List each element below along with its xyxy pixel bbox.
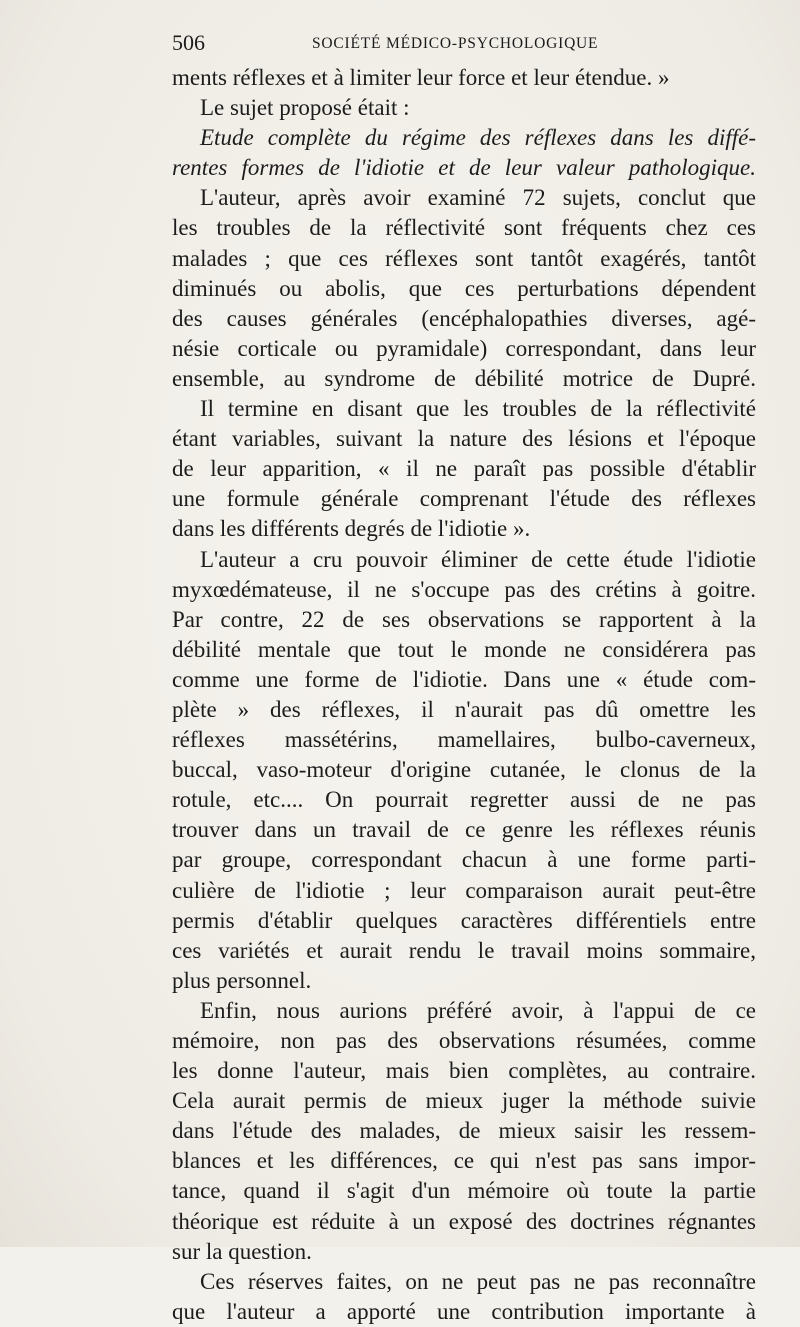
text-line: les troubles de la réflectivité sont fréquents chez ces: [172, 215, 756, 241]
text-line: débilité mentale que tout le monde ne considérera pas: [172, 636, 756, 662]
text-line: une formule générale comprenant l'étude des réflexes: [172, 486, 756, 512]
text-line: permis d'établir quelques caractères différentiels entre: [172, 907, 756, 933]
page-number: 506: [172, 30, 205, 55]
text-line: sur la question.: [172, 1238, 312, 1264]
text-line: des causes générales (encéphalopathies diverses, agé-: [172, 305, 756, 331]
text-line: plète » des réflexes, il n'aurait pas dû omettre les: [172, 696, 756, 722]
text-line: ces variétés et aurait rendu le travail moins sommaire,: [172, 937, 756, 963]
text-line: Ces réserves faites, on ne peut pas ne pas reconnaître: [200, 1268, 756, 1294]
text-line: dans l'étude des malades, de mieux saisir les ressem-: [172, 1118, 756, 1144]
essay-topic-line: rentes formes de l'idiotie et de leur valeur pathologique.: [172, 155, 756, 181]
text-line: ensemble, au syndrome de débilité motrice de Dupré.: [172, 365, 756, 391]
text-line: tance, quand il s'agit d'un mémoire où toute la partie: [172, 1178, 756, 1204]
body-text: [172, 63, 756, 1327]
text-line: dans les différents degrés de l'idiotie ».: [172, 516, 531, 542]
text-line: de leur apparition, « il ne paraît pas possible d'établir: [172, 456, 756, 482]
text-line: blances et les différences, ce qui n'est pas sans impor-: [172, 1148, 756, 1174]
text-line: Il termine en disant que les troubles de la réflectivité: [200, 396, 756, 422]
text-line: Le sujet proposé était :: [200, 95, 410, 121]
text-line: théorique est réduite à un exposé des doctrines régnantes: [172, 1208, 756, 1234]
text-line: trouver dans un travail de ce genre les réflexes réunis: [172, 817, 756, 843]
text-line: nésie corticale ou pyramidale) correspondant, dans leur: [172, 335, 756, 361]
text-line: plus personnel.: [172, 967, 312, 993]
text-line: comme une forme de l'idiotie. Dans une « étude com-: [172, 666, 756, 692]
text-line: buccal, vaso-moteur d'origine cutanée, le clonus de la: [172, 757, 756, 783]
text-line: L'auteur a cru pouvoir éliminer de cette étude l'idiotie: [200, 546, 756, 572]
text-line: Cela aurait permis de mieux juger la méthode suivie: [172, 1088, 756, 1114]
text-line: myxœdémateuse, il ne s'occupe pas des crétins à goitre.: [172, 576, 756, 602]
running-title: SOCIÉTÉ MÉDICO-PSYCHOLOGIQUE: [312, 35, 599, 52]
text-line: Par contre, 22 de ses observations se rapportent à la: [172, 606, 756, 632]
text-line: mémoire, non pas des observations résumées, comme: [172, 1028, 756, 1053]
text-line: réflexes massétérins, mamellaires, bulbo-caverneux,: [172, 727, 756, 753]
text-line: ments réflexes et à limiter leur force et leur étendue. »: [172, 65, 670, 90]
text-line: malades ; que ces réflexes sont tantôt exagérés, tantôt: [172, 245, 756, 271]
text-line: par groupe, correspondant chacun à une forme parti-: [172, 847, 756, 873]
text-line: que l'auteur a apporté une contribution importante à: [172, 1298, 756, 1324]
page-header: [172, 30, 756, 60]
text-line: rotule, etc.... On pourrait regretter aussi de ne pas: [172, 787, 756, 813]
text-line: L'auteur, après avoir examiné 72 sujets, conclut que: [200, 185, 756, 211]
essay-topic-line: Etude complète du régime des réflexes dans les diffé-: [200, 125, 756, 151]
text-line: Enfin, nous aurions préféré avoir, à l'appui de ce: [200, 997, 756, 1023]
text-line: étant variables, suivant la nature des lésions et l'époque: [172, 426, 756, 452]
text-line: culière de l'idiotie ; leur comparaison aurait peut-être: [172, 877, 756, 903]
text-line: diminués ou abolis, que ces perturbations dépendent: [172, 275, 756, 301]
text-line: les donne l'auteur, mais bien complètes, au contraire.: [172, 1058, 756, 1084]
